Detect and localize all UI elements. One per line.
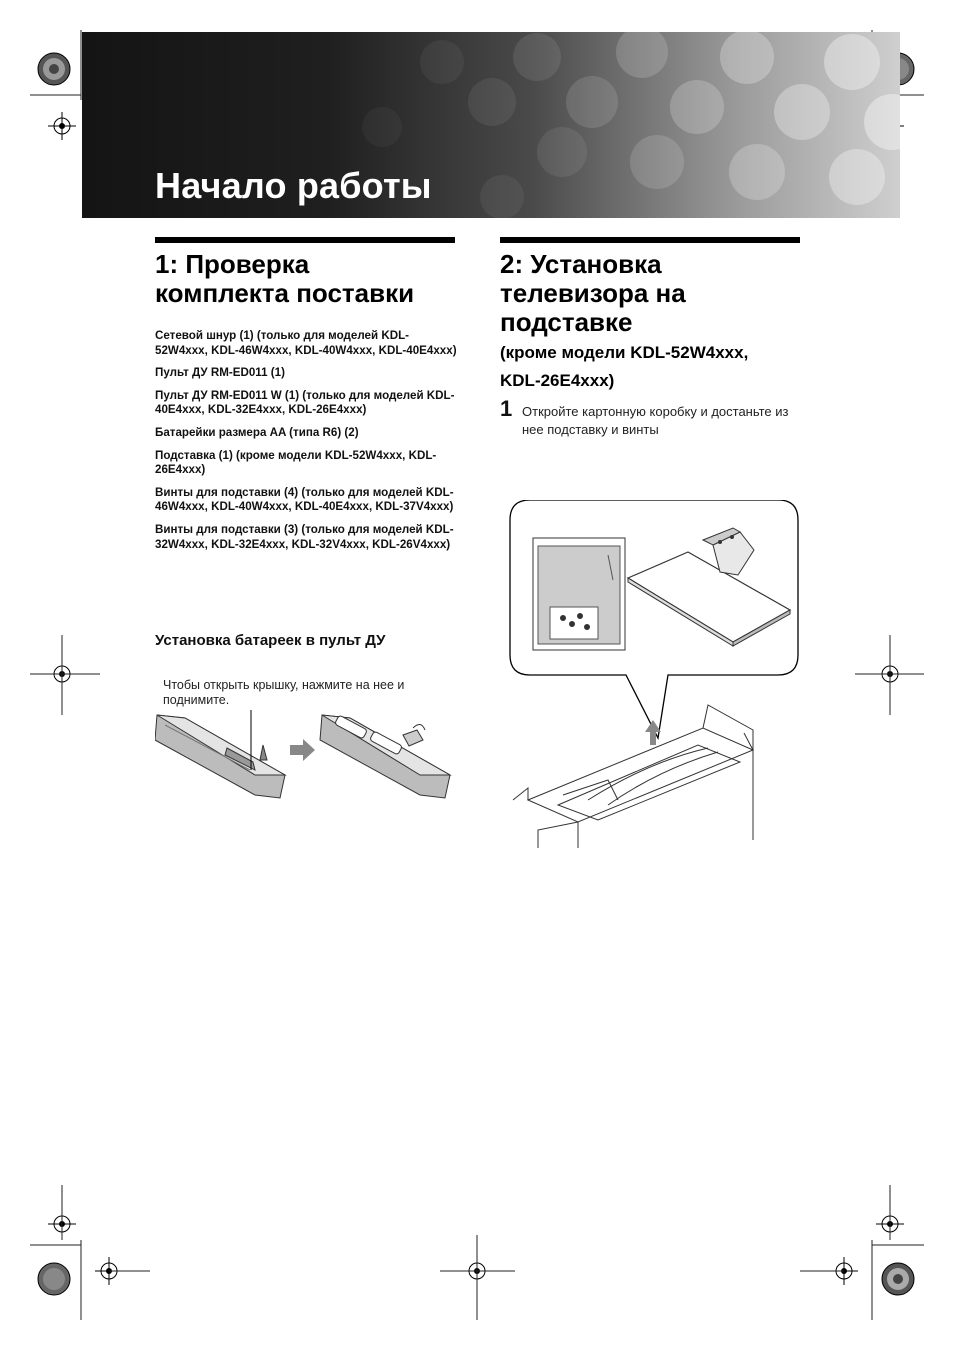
battery-note: Чтобы открыть крышку, нажмите на нее и поднимите. <box>163 678 405 707</box>
step-text: Откройте картонную коробку и достаньте из нее подставку и винты <box>522 404 789 437</box>
section1-heading-line1: 1: Проверка <box>155 249 310 279</box>
section1-heading <box>155 250 465 308</box>
section2-heading <box>500 250 810 337</box>
list-item: Пульт ДУ RM-ED011 W (1) (только для моделей KDL-40E4xxx, KDL-32E4xxx, KDL-26E4xxx) <box>155 388 455 417</box>
screw-bag-icon <box>533 538 625 650</box>
section2-subheading <box>500 339 800 395</box>
list-item: Батарейки размера AA (типа R6) (2) <box>155 425 359 439</box>
section2-heading-line1: 2: Установка <box>500 249 662 279</box>
unpacking-illustration <box>508 500 800 848</box>
list-item: Винты для подставки (3) (только для моделей KDL-32W4xxx, KDL-32E4xxx, KDL-32V4xxx, KDL-26V4xxx) <box>155 522 454 551</box>
section2-heading-line3: подставке <box>500 307 633 337</box>
section1-rule <box>155 237 455 243</box>
package-contents-list <box>155 329 460 560</box>
arrow-right-icon <box>290 739 315 761</box>
remote-battery-illustration <box>155 700 455 805</box>
section2-subheading-line1: (кроме модели KDL-52W4xxx, <box>500 343 749 362</box>
list-item: Пульт ДУ RM-ED011 (1) <box>155 366 285 380</box>
section1-heading-line2: комплекта поставки <box>155 278 415 308</box>
list-item: Винты для подставки (4) (только для моделей KDL-46W4xxx, KDL-40W4xxx, KDL-40E4xxx, KDL-37V4xxx) <box>155 485 454 514</box>
remote-open-icon <box>320 715 450 798</box>
cardboard-box-icon <box>513 705 753 848</box>
battery-heading: Установка батареек в пульт ДУ <box>155 632 386 649</box>
step-number: 1 <box>500 396 513 421</box>
header-banner <box>82 32 900 218</box>
remote-closed-icon <box>155 710 285 798</box>
section2-rule <box>500 237 800 243</box>
section2-subheading-line2: KDL-26E4xxx) <box>500 371 615 390</box>
section2-heading-line2: телевизора на <box>500 278 686 308</box>
list-item: Сетевой шнур (1) (только для моделей KDL-52W4xxx, KDL-46W4xxx, KDL-40W4xxx, KDL-40E4xxx) <box>155 329 457 357</box>
list-item: Подставка (1) (кроме модели KDL-52W4xxx, KDL-26E4xxx) <box>155 448 437 477</box>
page-title: Начало работы <box>155 165 432 206</box>
